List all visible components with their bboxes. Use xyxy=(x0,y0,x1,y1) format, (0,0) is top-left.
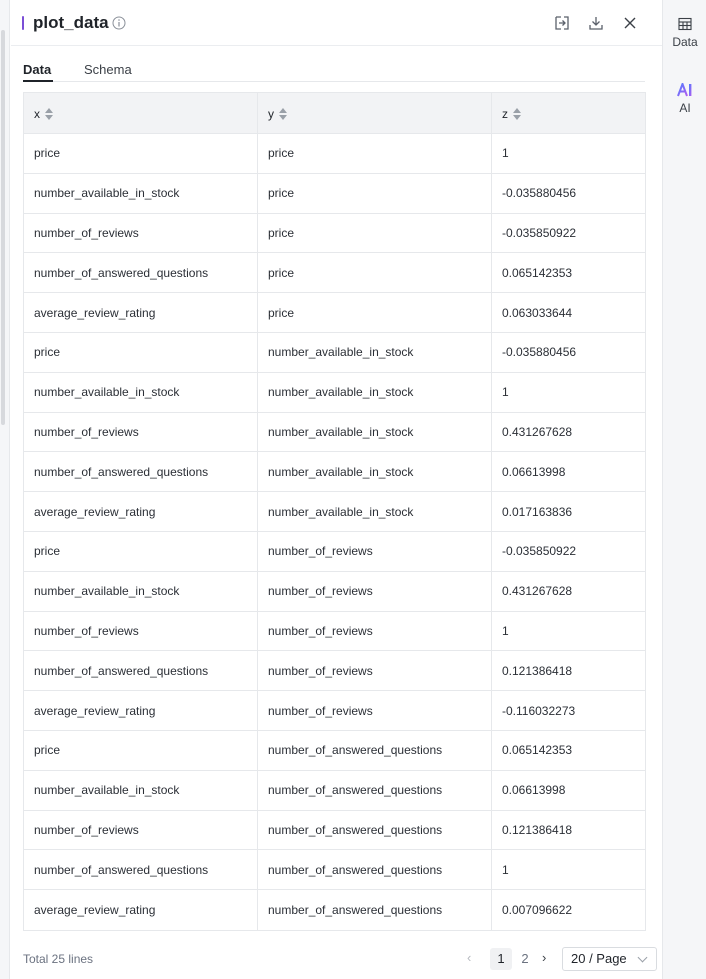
table-cell-y: number_of_answered_questions xyxy=(258,771,492,810)
table-cell-x: average_review_rating xyxy=(24,691,258,730)
table-cell-z: 0.121386418 xyxy=(502,822,573,837)
table-cell-y: number_of_reviews xyxy=(258,612,492,651)
info-icon[interactable] xyxy=(112,16,126,30)
sidebar-item-label: Data xyxy=(672,35,698,49)
panel-header xyxy=(11,0,662,46)
prev-page-icon[interactable]: ‹ xyxy=(467,950,472,965)
table-row[interactable] xyxy=(24,651,645,691)
page-size-value: 20 / Page xyxy=(571,951,627,966)
table-cell-x: number_available_in_stock xyxy=(24,572,258,611)
sort-icon[interactable] xyxy=(513,107,522,121)
right-sidebar xyxy=(662,0,706,979)
tab-bar xyxy=(23,58,645,82)
table-cell-z: 1 xyxy=(502,862,509,877)
column-header-z[interactable] xyxy=(492,93,645,134)
plot-data-panel xyxy=(11,0,662,979)
table-cell-y: number_available_in_stock xyxy=(258,413,492,452)
download-icon[interactable] xyxy=(587,14,605,32)
table-row[interactable] xyxy=(24,452,645,492)
table-header xyxy=(24,93,645,134)
tab-data[interactable]: Data xyxy=(23,62,52,77)
table-cell-x: average_review_rating xyxy=(24,293,258,332)
table-icon xyxy=(678,17,692,31)
data-table xyxy=(23,92,646,931)
page-2-button[interactable]: 2 xyxy=(521,951,529,966)
close-icon[interactable] xyxy=(621,14,639,32)
table-cell-x: number_of_reviews xyxy=(24,612,258,651)
ai-icon xyxy=(677,83,693,97)
table-body xyxy=(24,134,645,930)
sidebar-item-data[interactable] xyxy=(663,17,706,49)
export-icon[interactable] xyxy=(553,14,571,32)
table-row[interactable] xyxy=(24,293,645,333)
table-cell-x: number_available_in_stock xyxy=(24,174,258,213)
table-row[interactable] xyxy=(24,612,645,652)
table-cell-x: number_of_answered_questions xyxy=(24,850,258,889)
table-cell-z: 1 xyxy=(502,385,509,400)
table-cell-x: average_review_rating xyxy=(24,492,258,531)
table-cell-y: number_available_in_stock xyxy=(258,452,492,491)
table-cell-x: average_review_rating xyxy=(24,890,258,930)
table-cell-x: number_available_in_stock xyxy=(24,373,258,412)
table-row[interactable] xyxy=(24,214,645,254)
table-cell-z: 0.121386418 xyxy=(502,663,573,678)
table-cell-x: price xyxy=(24,731,258,770)
table-cell-x: number_of_answered_questions xyxy=(24,253,258,292)
table-cell-y: price xyxy=(258,253,492,292)
table-cell-z: 0.007096622 xyxy=(502,903,573,918)
table-cell-x: number_of_reviews xyxy=(24,811,258,850)
table-row[interactable] xyxy=(24,134,645,174)
left-scrollbar-thumb[interactable] xyxy=(1,30,5,425)
total-count: Total 25 lines xyxy=(23,952,94,966)
table-cell-y: number_available_in_stock xyxy=(258,333,492,372)
column-header-label: x xyxy=(34,106,40,121)
table-cell-z: 1 xyxy=(502,623,509,638)
table-row[interactable] xyxy=(24,174,645,214)
table-cell-y: price xyxy=(258,293,492,332)
sort-icon[interactable] xyxy=(279,107,288,121)
pagination-bar xyxy=(23,946,646,972)
table-cell-x: number_available_in_stock xyxy=(24,771,258,810)
table-cell-y: number_of_reviews xyxy=(258,572,492,611)
table-cell-y: number_of_answered_questions xyxy=(258,731,492,770)
table-cell-z: -0.035880456 xyxy=(502,345,577,360)
table-row[interactable] xyxy=(24,373,645,413)
table-cell-z: 0.065142353 xyxy=(502,265,573,280)
title-accent-bar xyxy=(22,16,24,30)
table-row[interactable] xyxy=(24,532,645,572)
table-row[interactable] xyxy=(24,890,645,930)
table-cell-y: number_of_answered_questions xyxy=(258,811,492,850)
table-row[interactable] xyxy=(24,691,645,731)
table-row[interactable] xyxy=(24,731,645,771)
page-size-select[interactable] xyxy=(562,947,657,971)
tab-schema[interactable]: Schema xyxy=(84,62,132,77)
table-cell-x: number_of_answered_questions xyxy=(24,651,258,690)
table-cell-x: number_of_answered_questions xyxy=(24,452,258,491)
table-cell-x: number_of_reviews xyxy=(24,413,258,452)
table-row[interactable] xyxy=(24,253,645,293)
table-row[interactable] xyxy=(24,771,645,811)
table-cell-z: -0.035850922 xyxy=(502,225,577,240)
sidebar-item-label: AI xyxy=(679,101,691,115)
table-cell-x: price xyxy=(24,532,258,571)
table-cell-y: number_of_answered_questions xyxy=(258,890,492,930)
left-scroll-edge xyxy=(0,0,10,979)
column-header-y[interactable] xyxy=(258,93,492,134)
table-cell-y: number_available_in_stock xyxy=(258,373,492,412)
table-row[interactable] xyxy=(24,811,645,851)
table-cell-y: number_of_reviews xyxy=(258,651,492,690)
table-cell-z: 0.431267628 xyxy=(502,584,573,599)
table-row[interactable] xyxy=(24,413,645,453)
table-cell-z: 0.06613998 xyxy=(502,464,566,479)
table-cell-z: -0.035850922 xyxy=(502,544,577,559)
active-tab-underline xyxy=(23,80,53,82)
table-cell-z: 1 xyxy=(502,146,509,161)
table-cell-y: number_available_in_stock xyxy=(258,492,492,531)
table-cell-z: 0.431267628 xyxy=(502,424,573,439)
page-1-button[interactable]: 1 xyxy=(490,948,512,970)
table-row[interactable] xyxy=(24,850,645,890)
table-cell-y: price xyxy=(258,214,492,253)
table-cell-x: number_of_reviews xyxy=(24,214,258,253)
table-cell-y: number_of_reviews xyxy=(258,532,492,571)
panel-title: plot_data xyxy=(33,13,109,32)
sidebar-item-ai[interactable] xyxy=(663,83,706,115)
table-cell-y: number_of_answered_questions xyxy=(258,850,492,889)
sort-icon[interactable] xyxy=(45,107,54,121)
table-cell-x: price xyxy=(24,134,258,173)
column-header-x[interactable] xyxy=(24,93,258,134)
table-cell-y: number_of_reviews xyxy=(258,691,492,730)
table-cell-z: 0.017163836 xyxy=(502,504,573,519)
table-cell-z: 0.065142353 xyxy=(502,743,573,758)
table-cell-z: -0.035880456 xyxy=(502,186,577,201)
chevron-down-icon xyxy=(638,953,648,963)
table-row[interactable] xyxy=(24,572,645,612)
next-page-icon[interactable]: › xyxy=(542,950,547,965)
table-row[interactable] xyxy=(24,333,645,373)
table-cell-y: price xyxy=(258,134,492,173)
table-cell-y: price xyxy=(258,174,492,213)
table-cell-z: -0.116032273 xyxy=(502,703,576,718)
table-cell-z: 0.063033644 xyxy=(502,305,573,320)
column-header-label: z xyxy=(502,106,508,121)
table-row[interactable] xyxy=(24,492,645,532)
table-cell-z: 0.06613998 xyxy=(502,783,566,798)
column-header-label: y xyxy=(268,106,274,121)
table-cell-x: price xyxy=(24,333,258,372)
